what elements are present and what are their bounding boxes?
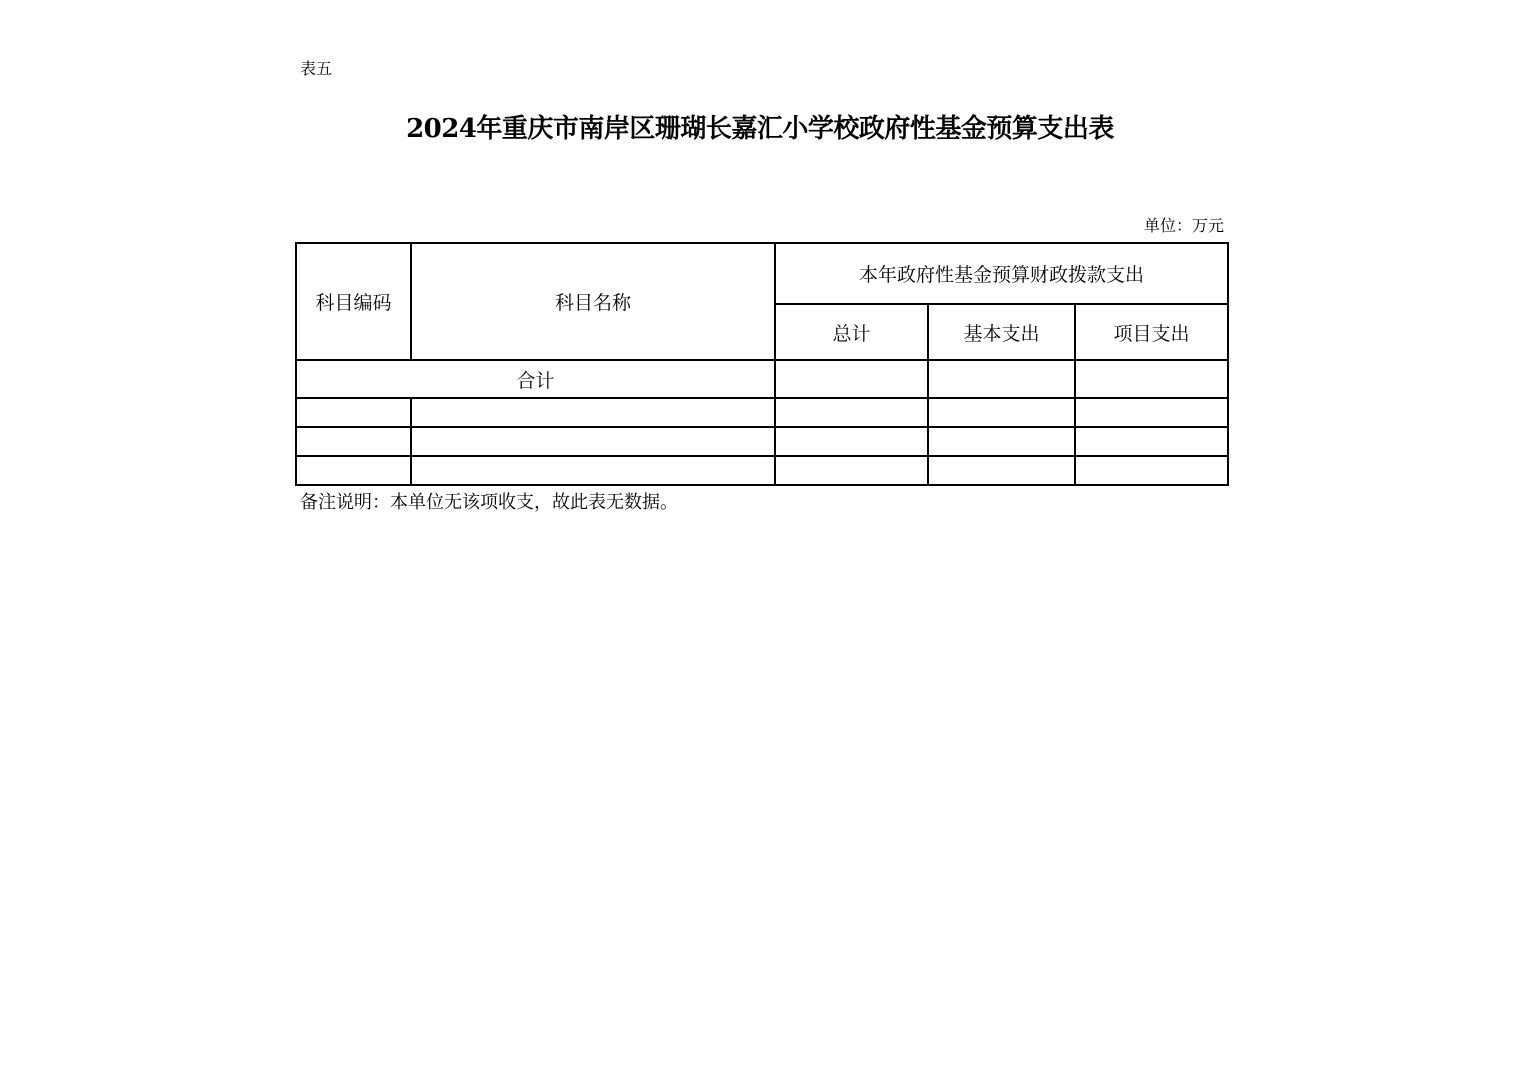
header-subject-name: 科目名称 bbox=[411, 243, 775, 360]
header-expenditure-group: 本年政府性基金预算财政拨款支出 bbox=[775, 243, 1228, 304]
table-header-row bbox=[296, 243, 1228, 304]
row-code-cell bbox=[296, 456, 411, 485]
total-row-total bbox=[775, 360, 928, 398]
row-total-cell bbox=[775, 456, 928, 485]
row-basic-cell bbox=[928, 427, 1075, 456]
row-project-cell bbox=[1075, 398, 1228, 427]
row-basic-cell bbox=[928, 456, 1075, 485]
row-basic-cell bbox=[928, 398, 1075, 427]
header-project-expenditure: 项目支出 bbox=[1075, 304, 1228, 360]
table-row bbox=[296, 427, 1228, 456]
page-title: 2024年重庆市南岸区珊瑚长嘉汇小学校政府性基金预算支出表 bbox=[406, 114, 1114, 144]
total-row-label: 合计 bbox=[296, 360, 775, 398]
row-total-cell bbox=[775, 398, 928, 427]
row-name-cell bbox=[411, 456, 775, 485]
row-total-cell bbox=[775, 427, 928, 456]
budget-table bbox=[295, 242, 1229, 486]
table-row bbox=[296, 398, 1228, 427]
row-name-cell bbox=[411, 427, 775, 456]
row-project-cell bbox=[1075, 427, 1228, 456]
header-total: 总计 bbox=[775, 304, 928, 360]
table-row bbox=[296, 456, 1228, 485]
header-subject-code: 科目编码 bbox=[296, 243, 411, 360]
remarks-note: 备注说明：本单位无该项收支，故此表无数据。 bbox=[300, 492, 678, 513]
row-code-cell bbox=[296, 427, 411, 456]
total-row-basic bbox=[928, 360, 1075, 398]
header-basic-expenditure: 基本支出 bbox=[928, 304, 1075, 360]
table-number-label: 表五 bbox=[300, 59, 333, 78]
row-project-cell bbox=[1075, 456, 1228, 485]
table-total-row bbox=[296, 360, 1228, 398]
unit-label: 单位：万元 bbox=[1143, 216, 1224, 235]
total-row-project bbox=[1075, 360, 1228, 398]
row-code-cell bbox=[296, 398, 411, 427]
row-name-cell bbox=[411, 398, 775, 427]
